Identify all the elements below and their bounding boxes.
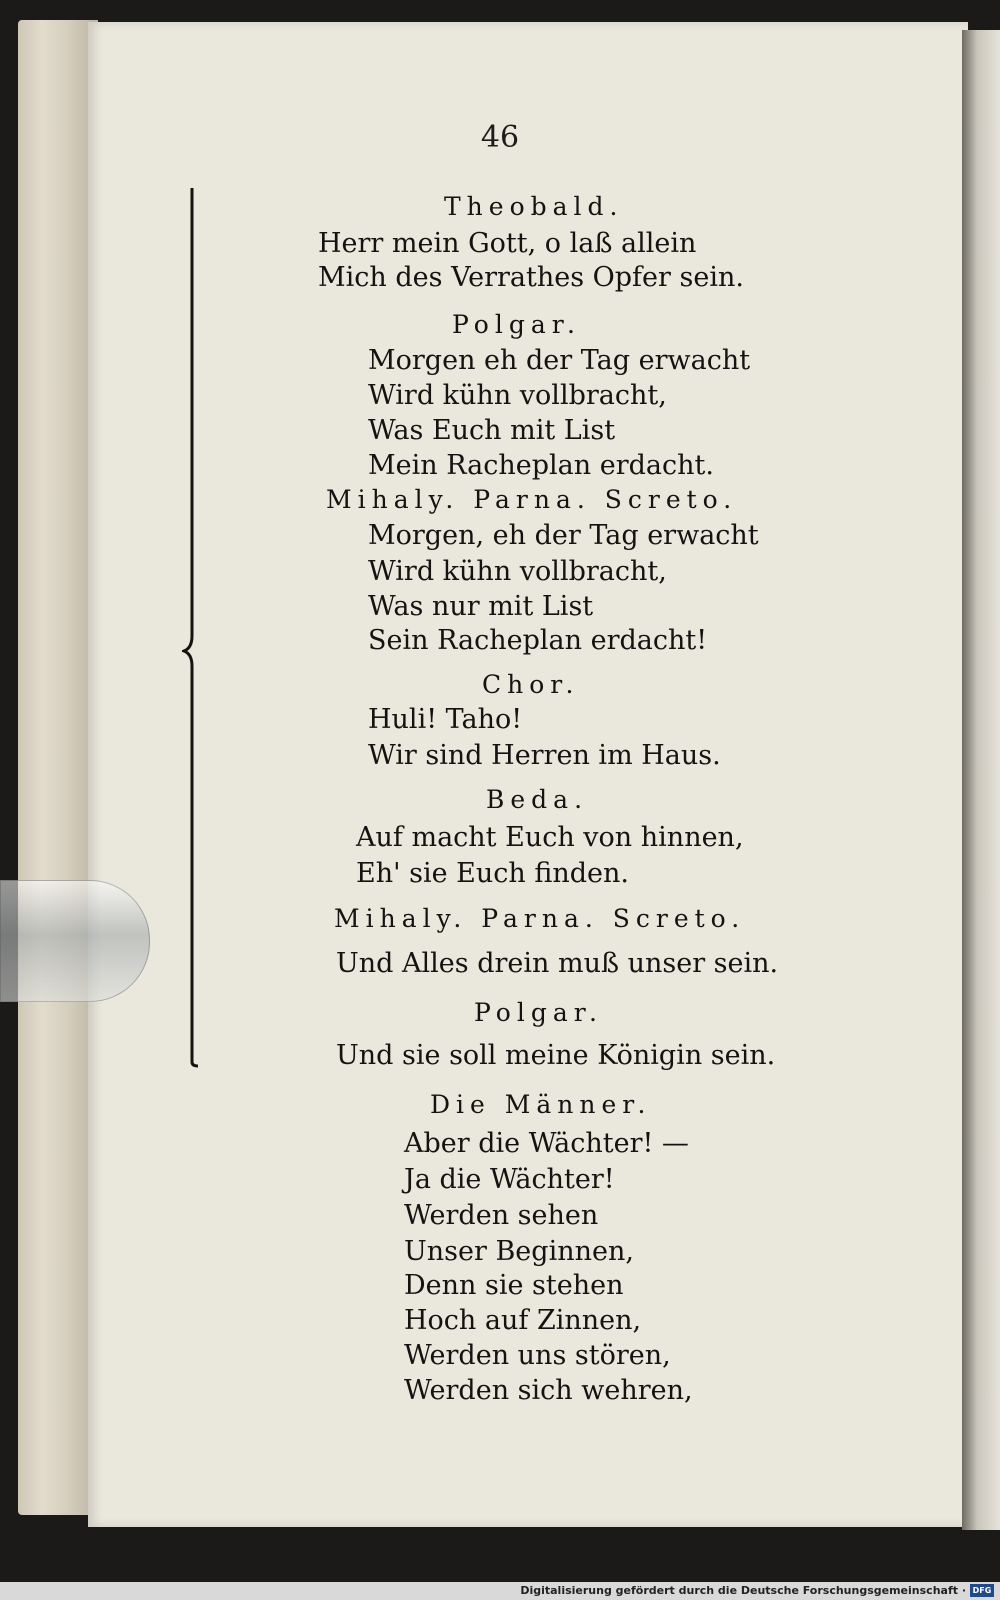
- verse-line: Werden sich wehren,: [404, 1375, 693, 1406]
- verse-line: Wird kühn vollbracht,: [368, 556, 667, 587]
- speaker-mihaly-parna-screto: Mihaly. Parna. Screto.: [334, 904, 746, 933]
- verse-line: Mich des Verrathes Opfer sein.: [318, 262, 744, 293]
- verse-line: Unser Beginnen,: [404, 1236, 634, 1267]
- verse-line: Eh' sie Euch finden.: [356, 858, 629, 889]
- speaker-theobald: Theobald.: [444, 192, 624, 221]
- verse-line: Wir sind Herren im Haus.: [368, 740, 721, 771]
- footer-credit: Digitalisierung gefördert durch die Deutsche Forschungsgemeinschaft ·: [520, 1584, 966, 1597]
- speaker-mihaly-parna-screto: Mihaly. Parna. Screto.: [326, 485, 738, 514]
- speaker-polgar: Polgar.: [474, 998, 603, 1027]
- verse-line: Wird kühn vollbracht,: [368, 380, 667, 411]
- verse-line: Ja die Wächter!: [404, 1164, 615, 1195]
- chorus-bracket: [182, 186, 204, 1068]
- book-spine-edge: [962, 30, 1000, 1530]
- verse-line: Werden sehen: [404, 1200, 599, 1231]
- verse-line: Was nur mit List: [368, 591, 594, 622]
- verse-line: Morgen eh der Tag erwacht: [368, 345, 751, 376]
- speaker-polgar: Polgar.: [452, 310, 581, 339]
- speaker-chor: Chor.: [482, 670, 580, 699]
- verse-line: Aber die Wächter! —: [404, 1128, 689, 1159]
- verse-line: Mein Racheplan erdacht.: [368, 450, 714, 481]
- verse-line: Werden uns stören,: [404, 1340, 671, 1371]
- page-holder-clip: [0, 880, 150, 1002]
- verse-line: Herr mein Gott, o laß allein: [318, 228, 697, 259]
- verse-line: Huli! Taho!: [368, 704, 523, 735]
- verse-line: Sein Racheplan erdacht!: [368, 625, 708, 656]
- verse-line: Auf macht Euch von hinnen,: [356, 822, 744, 853]
- speaker-die-maenner: Die Männer.: [430, 1090, 652, 1119]
- dfg-logo: DFG: [970, 1584, 994, 1597]
- page-number: 46: [480, 120, 520, 155]
- book-page-edges: [18, 20, 98, 1515]
- verse-line: Und sie soll meine Königin sein.: [336, 1040, 776, 1071]
- verse-line: Morgen, eh der Tag erwacht: [368, 520, 759, 551]
- verse-line: Und Alles drein muß unser sein.: [336, 948, 779, 979]
- verse-line: Denn sie stehen: [404, 1270, 624, 1301]
- speaker-beda: Beda.: [486, 785, 589, 814]
- verse-line: Was Euch mit List: [368, 415, 616, 446]
- verse-line: Hoch auf Zinnen,: [404, 1305, 642, 1336]
